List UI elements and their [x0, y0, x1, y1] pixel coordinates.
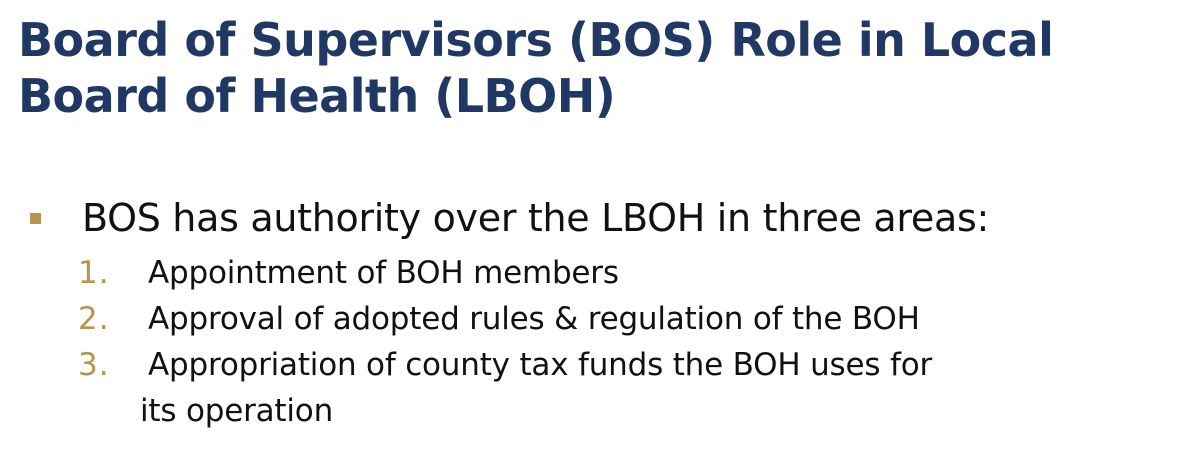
- list-item-line: Appropriation of county tax funds the BOH uses for: [148, 347, 933, 383]
- slide-title-line-1: Board of Supervisors (BOS) Role in Local: [18, 13, 1054, 67]
- list-item-text: [140, 342, 933, 434]
- bullet-point: [30, 194, 989, 242]
- list-item-number: 2.: [78, 301, 110, 337]
- list-item-text: [148, 250, 619, 296]
- list-item: [78, 250, 1158, 296]
- list-item: [78, 296, 1158, 342]
- slide-title-line-2: Board of Health (LBOH): [18, 69, 616, 123]
- list-item-line-continuation: its operation: [140, 393, 334, 429]
- square-bullet-icon: [30, 213, 41, 224]
- list-item-line: Appointment of BOH members: [148, 255, 619, 291]
- list-item-number: 3.: [78, 347, 110, 383]
- bullet-text: BOS has authority over the LBOH in three areas:: [82, 196, 989, 240]
- numbered-list: [78, 250, 1158, 434]
- slide-title: [18, 12, 1168, 124]
- list-item-text: [148, 296, 920, 342]
- list-item-number: 1.: [78, 255, 110, 291]
- list-item: [78, 342, 1158, 434]
- list-item-line: Approval of adopted rules & regulation of the BOH: [148, 301, 920, 337]
